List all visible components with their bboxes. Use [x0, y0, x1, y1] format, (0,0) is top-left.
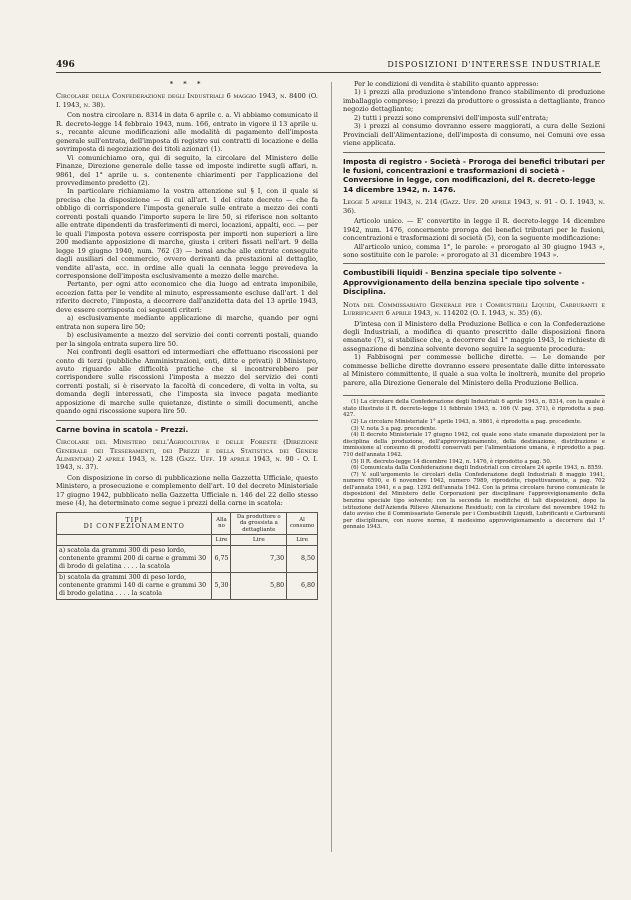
footnote: (5) Il R. decreto-legge 14 dicembre 1942, n. 1476, è riprodotto a pag. 50. [351, 458, 552, 465]
paragraph: Con disposizione in corso di pubblicazione nella Gazzetta Ufficiale, questo Ministero, a prosecuzione e complemento dell'art. 10 del decreto Ministeriale 17 giugno 1942, pubblicato nella Gazzetta Ufficiale n. 146 del 22 dello stesso mese (4), ha determinato come segue i prezzi della carne in scatola: [56, 473, 318, 508]
column-divider [331, 82, 332, 852]
price-consumer: 8,50 [287, 545, 318, 572]
list-item: 2) tutti i prezzi sono comprensivi dell'imposta sull'entrata; [354, 113, 549, 122]
paragraph: D'intesa con il Ministero della Produzione Bellica e con la Confederazione degli Industriali, a modifica di quanto prescritto dalle disposizioni finora emanate (7), si stabilisce che, a decorrere dal 1° maggio 1943, le richieste di assegnazione di benzina solvente devono seguire la seguente procedura: [343, 319, 605, 353]
paragraph: Per le condizioni di vendita è stabilito quanto appresso: [354, 80, 539, 88]
list-item: a) esclusivamente mediante applicazione di marche, quando per ogni entrata non supera lire 50; [56, 314, 318, 331]
section-stars: * * * [169, 80, 205, 88]
paragraph: In particolare richiamiamo la vostra attenzione sul § I, con il quale si precisa che la disposizione — di cui all'art. 1 del citato decreto — che fa obbligo di corrispondere l'imposta generale sulle entrate a mezzo dei conti correnti postali quando l'importo supera le lire 50, si riferisce non soltanto alle entrate dipendenti da trasferimenti di merci, locazioni, appalti, ecc. — per le quali l'imposta poteva essere corrisposta per importi non superiori a lire 200 mediante apposizione di marche, giusta i criteri fissati nell'art. 9 della legge 19 giugno 1940, num. 762 (3) — bensì anche alle entrate conseguite dagli ausiliari del commercio, ovvero derivanti da prestazioni al dettaglio, vendite all'asta, ecc. in ordine alle quali la cennata legge prevedeva la corresponsione dell'imposta esclusivamente a mezzo delle marche. [56, 187, 318, 280]
section-heading-registro: Imposta di registro - Società - Proroga dei benefici tributari per le fusioni, concentrazioni e trasformazioni di società - Conversione in legge, con modificazioni, del R. decreto-legge 14 dicembre 1942, n. 1476. [343, 156, 605, 194]
section-rule [343, 263, 605, 264]
unit-label: Lire [212, 534, 231, 545]
price-wholesale: 7,30 [231, 545, 287, 572]
price-table [56, 512, 318, 600]
table-header-row [57, 512, 318, 534]
col-header-wholesale: Da produttore o da grossista a dettagliante [231, 512, 287, 534]
row-description: a) scatola da grammi 300 di peso lordo, contenente grammi 200 di carne e grammi 30 di brodo di gelatina . . . . la scatola [57, 545, 212, 572]
col-header-consumer: Al consumo [287, 512, 318, 534]
col-header-tipi: TIPI DI CONFEZIONAMENTO [57, 512, 212, 534]
footnote: (7) V. sull'argomento le circolari della Confederazione degli Industriali 8 maggio 1941, numero 6590, e 6 novembre 1942, numero 7989, riprodotte, rispettivamente, a pag. 702 dell'annata 1941, e a pag. 1292 dell'annata 1942. Con la prima circolare furono comunicate le disposizioni del Ministero delle Corporazioni per disciplinare l'approvvigionamento della benzina speciale tipo solvente; con la seconda le modifiche di tali disposizioni, dopo la istituzione dell'Azienda Rilievo Alienazione Residuati; con la circolare del novembre 1942 fu dato avviso che il Commissariato Generale per i Combustibili Liquidi, Lubrificanti e Carburanti per disciplinare, con nuove norme, il medesimo approvvigionamento a decorrere dal 1° gennaio 1943. [343, 471, 605, 531]
table-row [57, 572, 318, 599]
section-heading-carne: Carne bovina in scatola - Prezzi. [56, 424, 189, 434]
price-consumer: 6,80 [287, 572, 318, 599]
table-row [57, 545, 318, 572]
footnote: (6) Comunicata dalla Confederazione degli Industriali con circolare 24 aprile 1943, n. 8559. [351, 465, 603, 472]
running-header [56, 60, 601, 73]
list-item: 1) i prezzi alla produzione s'intendono franco stabilimento di produzione imballaggio compreso; i prezzi da produttore o grossista a dettagliante, franco negozio dettagliante; [343, 88, 605, 114]
footnotes [343, 395, 605, 531]
footnote: (3) V. nota 3 a pag. precedente. [351, 425, 437, 432]
unit-label: Lire [231, 534, 287, 545]
paragraph: Articolo unico. — E' convertito in legge il R. decreto-legge 14 dicembre 1942, num. 1476, concernente proroga dei benefici tributari per le fusioni, concentrazioni e trasformazioni di società (5), con la seguente modificazione: [343, 217, 605, 243]
right-column [343, 80, 605, 531]
price-production: 6,75 [212, 545, 231, 572]
circular-title: Circolare della Confederazione degli Industriali 6 maggio 1943, n. 8400 (O. I. 1943, n. 38). [56, 92, 318, 109]
price-wholesale: 5,80 [231, 572, 287, 599]
list-item: b) esclusivamente a mezzo del servizio dei conti correnti postali, quando per la singola entrata supera lire 50. [56, 331, 318, 348]
page-number: 496 [56, 60, 75, 70]
left-column [56, 80, 318, 600]
section-rule [343, 152, 605, 153]
paragraph: Con nostra circolare n. 8314 in data 6 aprile c. a. Vi abbiamo comunicato il R. decreto-legge 14 febbraio 1943, num. 166, entrato in vigore il 13 aprile u. s., recante alcune modificazioni alle modalità di pagamento dell'imposta generale sull'entrata, dell'imposta di registro sui contratti di locazione e della sovrimposta di negoziazione dei titoli azionari (1). [56, 111, 318, 154]
list-item: 3) i prezzi al consumo dovranno essere maggiorati, a cura delle Sezioni Provinciali dell'Alimentazione, dell'imposta di consumo, nei Comuni ove essa viene applicata. [343, 122, 605, 148]
paragraph: Pertanto, per ogni atto economico che dia luogo ad entrata imponibile, eccezion fatta per le vendite al minuto, espressamente escluse dall'art. 1 del riferito decreto, l'imposta, a decorrere dall'anzidetta data del 13 aprile 1943, deve essere corrisposta coi seguenti criteri: [56, 280, 318, 314]
unit-row [57, 534, 318, 545]
row-description: b) scatola da grammi 300 di peso lordo, contenente grammi 140 di carne e grammi 30 di brodo gelatina . . . . la scatola [57, 572, 212, 599]
paragraph: 1) Fabbisogni per commesse belliche dirette. — Le domande per commesse belliche dirette dovranno essere presentate dalle ditte interessate al Ministero committente, il quale a sua volta le inoltrerà, munite del proprio parere, alla Direzione Generale del Ministero della Produzione Bellica. [343, 353, 605, 387]
footnote: (2) La circolare Ministeriale 1° aprile 1943, n. 9861, è riprodotta a pag. precedente. [351, 418, 582, 425]
col-header-production: Alla no [212, 512, 231, 534]
paragraph: All'articolo unico, comma 1°, le parole: « prorogato al 30 giugno 1943 », sono sostituite con le parole: « prorogato al 31 dicembre 1943 ». [343, 242, 605, 259]
note-source: Nota del Commissariato Generale per i Combustibili Liquidi, Carburanti e Lubrificanti 6 aprile 1943, n. 114202 (O. I. 1943, n. 35) (6). [343, 300, 605, 318]
paragraph: Nei confronti degli esattori ed intermediari che effettuano riscossioni per conto di terzi (pubbliche Amministrazioni, enti, ditte e privati) il Ministero, avuto riguardo alle difficoltà pratiche che si incontrerebbero per corrispondere sulle riscossioni l'imposta a mezzo del servizio dei conti correnti postali, si è riservato la facoltà di concedere, di volta in volta, su domanda degli interessati, che l'imposta sia invece pagata mediante apposizione di marche sulle quietanze, distinte o simili documenti, anche quando ogni riscossione supera lire 50. [56, 348, 318, 416]
circular-title: Circolare del Ministero dell'Agricoltura e delle Foreste (Direzione Generale dei Tesseramenti, dei Prezzi e della Statistica dei Generi Alimentari) 2 aprile 1943, n. 128 (Gazz. Uff. 19 aprile 1943, n. 90 - O. I. 1943, n. 37). [56, 438, 318, 472]
footnote: (1) La circolare della Confederazione degli Industriali 6 aprile 1943, n. 8314, con la quale è stato illustrato il R. decreto-legge 11 febbraio 1943, n. 166 (V. pag. 371), è riprodotta a pag. 427. [343, 399, 605, 419]
running-title: DISPOSIZIONI D'INTERESSE INDUSTRIALE [387, 60, 601, 69]
section-heading-combustibili: Combustibili liquidi - Benzina speciale tipo solvente - Approvvigionamento della benzina speciale tipo solvente - Disciplina. [343, 268, 585, 297]
unit-label: Lire [287, 534, 318, 545]
paragraph: Vi comunichiamo ora, qui di seguito, la circolare del Ministero delle Finanze, Direzione generale delle tasse ed imposte indirette sugli affari, n. 9861, del 1° aprile u. s. contenente chiarimenti per l'applicazione del provvedimento predetto (2). [56, 153, 318, 187]
price-production: 5,30 [212, 572, 231, 599]
footnote: (4) Il decreto Ministeriale 17 giugno 1942, col quale sono state emanate disposizioni per la disciplina della produzione, dell'approvvigionamento, della destinazione, distribuzione e immissione al consumo di prodotti conservati per l'alimentazione umana, è riprodotto a pag. 710 dell'annata 1942. [343, 432, 605, 458]
law-source: Legge 5 aprile 1943, n. 214 (Gazz. Uff. 20 aprile 1943, n. 91 - O. I. 1943, n. 36). [343, 198, 605, 215]
section-rule [56, 420, 318, 421]
